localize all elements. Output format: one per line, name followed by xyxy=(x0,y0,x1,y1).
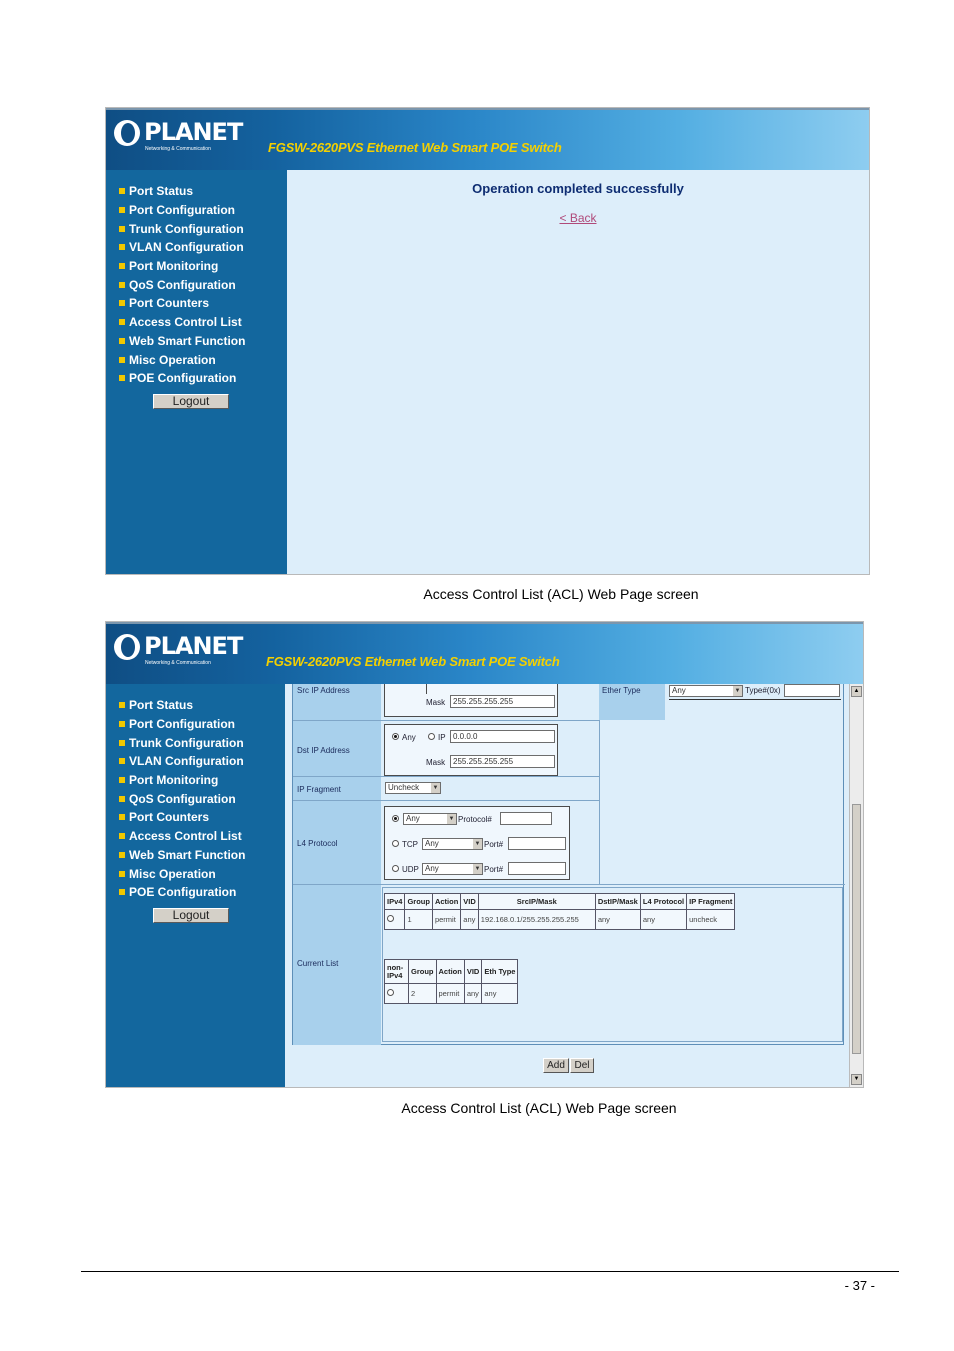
table-header: IP Fragment xyxy=(687,894,735,910)
bullet-icon xyxy=(119,244,125,250)
table-header: DstIP/Mask xyxy=(595,894,640,910)
logo-text: PLANET xyxy=(144,118,243,146)
udp-port-label: Port# xyxy=(484,865,504,874)
vertical-scrollbar[interactable] xyxy=(849,684,863,1087)
dropdown-arrow-icon: ▼ xyxy=(474,841,481,847)
sidebar-item-vlan-configuration[interactable]: VLAN Configuration xyxy=(119,238,287,257)
bullet-icon xyxy=(119,740,125,746)
sidebar-item-port-configuration[interactable]: Port Configuration xyxy=(119,715,285,734)
dropdown-arrow-icon: ▼ xyxy=(432,785,439,791)
l4-any-radio[interactable] xyxy=(392,815,399,822)
table-header: Action xyxy=(436,960,464,984)
dst-ip-option-label: IP xyxy=(438,733,446,742)
table-header: Eth Type xyxy=(482,960,518,984)
scroll-thumb[interactable] xyxy=(852,804,861,1054)
bullet-icon xyxy=(119,852,125,858)
dst-any-label: Any xyxy=(402,733,416,742)
bullet-icon xyxy=(119,871,125,877)
tcp-port-select[interactable]: Any ▼ xyxy=(422,838,483,850)
ether-type-select[interactable]: Any ▼ xyxy=(669,685,743,697)
bullet-icon xyxy=(119,777,125,783)
ip-fragment-label: IP Fragment xyxy=(297,785,341,794)
l4-protocol-label: L4 Protocol xyxy=(297,839,338,848)
main-content xyxy=(287,170,869,574)
table-header: VID xyxy=(461,894,479,910)
bullet-icon xyxy=(119,889,125,895)
ether-type-label: Ether Type xyxy=(602,686,641,695)
sidebar-item-trunk-configuration[interactable]: Trunk Configuration xyxy=(119,733,285,752)
logout-button[interactable]: Logout xyxy=(153,908,229,923)
sidebar-item-port-counters[interactable]: Port Counters xyxy=(119,808,285,827)
table-header: non-IPv4 xyxy=(385,960,409,984)
bullet-icon xyxy=(119,188,125,194)
dst-ip-label: Dst IP Address xyxy=(297,746,350,755)
type-hex-label: Type#(0x) xyxy=(745,686,781,695)
sidebar-item-port-configuration[interactable]: Port Configuration xyxy=(119,201,287,220)
bullet-icon xyxy=(119,263,125,269)
add-button[interactable]: Add xyxy=(543,1058,569,1073)
sidebar-item-web-smart-function[interactable]: Web Smart Function xyxy=(119,332,287,351)
tcp-label: TCP xyxy=(402,840,418,849)
current-list-label: Current List xyxy=(297,959,339,968)
sidebar xyxy=(106,684,285,1087)
table-header: Action xyxy=(432,894,460,910)
page-number: - 37 - xyxy=(844,1278,875,1293)
figure-caption-1: Access Control List (ACL) Web Page screen xyxy=(423,586,699,602)
udp-label: UDP xyxy=(402,865,419,874)
src-mask-label: Mask xyxy=(426,698,446,707)
planet-logo-icon xyxy=(114,634,140,660)
sidebar-item-poe-configuration[interactable]: POE Configuration xyxy=(119,883,285,902)
bullet-icon xyxy=(119,702,125,708)
footer-divider xyxy=(81,1271,899,1272)
bullet-icon xyxy=(119,319,125,325)
table-header: VID xyxy=(464,960,482,984)
header-banner xyxy=(106,622,863,684)
sidebar-item-port-counters[interactable]: Port Counters xyxy=(119,294,287,313)
src-mask-input[interactable]: 255.255.255.255 xyxy=(450,695,555,708)
bullet-icon xyxy=(119,357,125,363)
sidebar-item-access-control-list[interactable]: Access Control List xyxy=(119,313,287,332)
logo-subtext: Networking & Communication xyxy=(145,660,211,666)
protocol-num-input[interactable] xyxy=(500,812,552,825)
dropdown-arrow-icon: ▼ xyxy=(734,688,741,694)
acl-form xyxy=(292,684,844,1045)
sidebar-item-poe-configuration[interactable]: POE Configuration xyxy=(119,369,287,388)
udp-port-select[interactable]: Any ▼ xyxy=(422,863,483,875)
sidebar-item-misc-operation[interactable]: Misc Operation xyxy=(119,864,285,883)
dst-ip-radio[interactable] xyxy=(428,733,435,740)
table-header: L4 Protocol xyxy=(640,894,686,910)
sidebar-item-misc-operation[interactable]: Misc Operation xyxy=(119,350,287,369)
logo-subtext: Networking & Communication xyxy=(145,146,211,152)
l4-any-select[interactable]: Any ▼ xyxy=(403,813,457,825)
sidebar xyxy=(106,170,287,574)
table-header: IPv4 xyxy=(385,894,405,910)
planet-logo xyxy=(114,632,243,672)
dst-any-radio[interactable] xyxy=(392,733,399,740)
back-link[interactable]: < Back xyxy=(559,211,597,225)
bullet-icon xyxy=(119,338,125,344)
dropdown-arrow-icon: ▼ xyxy=(474,866,481,872)
figure-caption-2: Access Control List (ACL) Web Page screen xyxy=(401,1100,677,1116)
ip-fragment-select[interactable]: Uncheck ▼ xyxy=(385,782,441,794)
scroll-down-icon[interactable]: ▼ xyxy=(851,1074,862,1085)
sidebar-item-port-status[interactable]: Port Status xyxy=(119,182,287,201)
logout-button[interactable]: Logout xyxy=(153,394,229,409)
dst-mask-input[interactable]: 255.255.255.255 xyxy=(450,755,555,768)
planet-logo-icon xyxy=(114,120,140,146)
bullet-icon xyxy=(119,282,125,288)
sidebar-item-port-monitoring[interactable]: Port Monitoring xyxy=(119,771,285,790)
table-row: 1 permit any 192.168.0.1/255.255.255.255 any any uncheck xyxy=(385,910,735,930)
bullet-icon xyxy=(119,375,125,381)
sidebar-item-access-control-list[interactable]: Access Control List xyxy=(119,827,285,846)
header-banner xyxy=(106,108,869,170)
dst-mask-label: Mask xyxy=(426,758,446,767)
table-header: Group xyxy=(409,960,437,984)
src-ip-label: Src IP Address xyxy=(297,686,350,695)
sidebar-item-port-status[interactable]: Port Status xyxy=(119,696,285,715)
sidebar-item-vlan-configuration[interactable]: VLAN Configuration xyxy=(119,752,285,771)
udp-radio[interactable] xyxy=(392,865,399,872)
product-title: FGSW-2620PVS Ethernet Web Smart POE Switch xyxy=(266,654,560,669)
bullet-icon xyxy=(119,758,125,764)
tcp-port-input[interactable] xyxy=(508,837,566,850)
tcp-radio[interactable] xyxy=(392,840,399,847)
bullet-icon xyxy=(119,721,125,727)
bullet-icon xyxy=(119,207,125,213)
protocol-num-label: Protocol# xyxy=(458,815,492,824)
sidebar-item-web-smart-function[interactable]: Web Smart Function xyxy=(119,846,285,865)
udp-port-input[interactable] xyxy=(508,862,566,875)
sidebar-item-port-monitoring[interactable]: Port Monitoring xyxy=(119,257,287,276)
delete-button[interactable]: Del xyxy=(570,1058,594,1073)
sidebar-item-trunk-configuration[interactable]: Trunk Configuration xyxy=(119,219,287,238)
screenshot-operation-complete xyxy=(105,107,870,575)
tcp-port-label: Port# xyxy=(484,840,504,849)
dst-ip-input[interactable]: 0.0.0.0 xyxy=(450,730,555,743)
bullet-icon xyxy=(119,300,125,306)
scroll-up-icon[interactable]: ▲ xyxy=(851,686,862,697)
table-header: Group xyxy=(405,894,433,910)
product-title: FGSW-2620PVS Ethernet Web Smart POE Switch xyxy=(268,140,562,155)
table-header: SrcIP/Mask xyxy=(478,894,595,910)
bullet-icon xyxy=(119,796,125,802)
sidebar-item-qos-configuration[interactable]: QoS Configuration xyxy=(119,789,285,808)
bullet-icon xyxy=(119,814,125,820)
status-message: Operation completed successfully xyxy=(472,181,684,196)
sidebar-item-qos-configuration[interactable]: QoS Configuration xyxy=(119,275,287,294)
logo-text: PLANET xyxy=(144,632,243,660)
planet-logo xyxy=(114,118,243,158)
screenshot-acl-page xyxy=(105,621,864,1088)
dropdown-arrow-icon: ▼ xyxy=(448,816,455,822)
table-row: 2 permit any any xyxy=(385,984,518,1004)
bullet-icon xyxy=(119,226,125,232)
bullet-icon xyxy=(119,833,125,839)
type-hex-input[interactable] xyxy=(784,684,840,697)
